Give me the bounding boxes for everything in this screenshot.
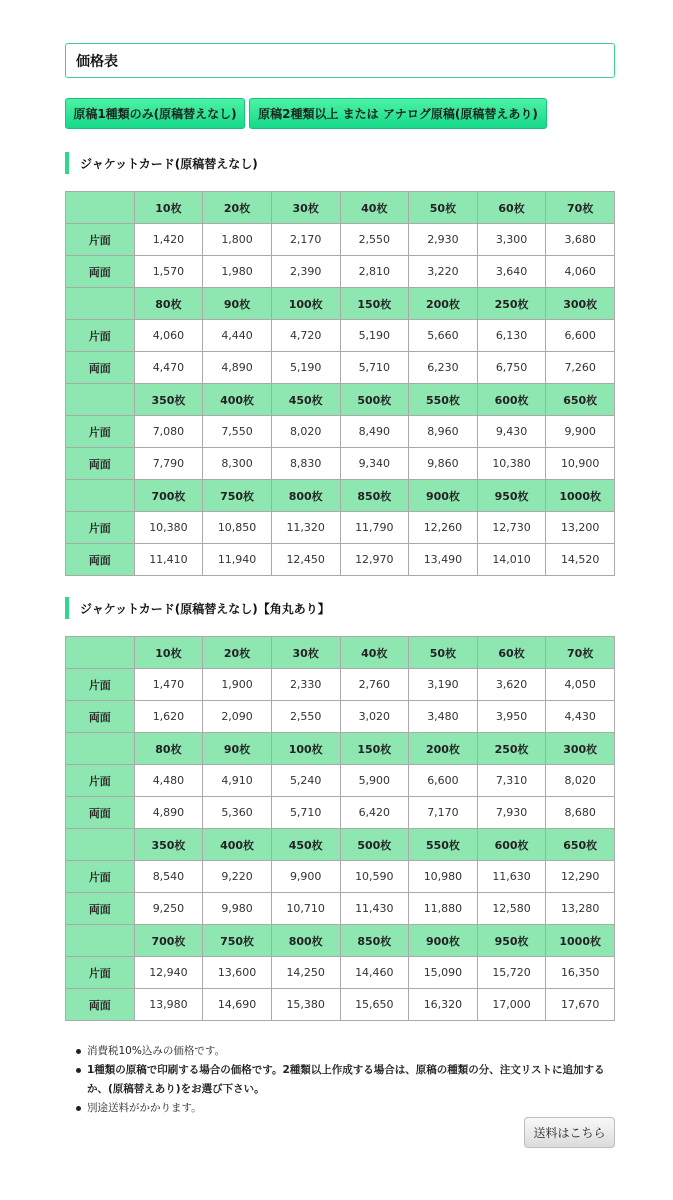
price-cell: 14,010 <box>477 544 546 576</box>
price-cell: 3,620 <box>477 669 546 701</box>
price-cell: 2,760 <box>340 669 409 701</box>
price-cell: 2,090 <box>203 701 272 733</box>
quantity-header: 600枚 <box>477 384 546 416</box>
quantity-header: 30枚 <box>271 192 340 224</box>
price-cell: 2,550 <box>271 701 340 733</box>
price-cell: 13,490 <box>409 544 478 576</box>
quantity-header: 150枚 <box>340 288 409 320</box>
quantity-header: 950枚 <box>477 480 546 512</box>
price-cell: 7,260 <box>546 352 615 384</box>
quantity-header: 100枚 <box>271 733 340 765</box>
quantity-header: 10枚 <box>134 637 203 669</box>
price-cell: 9,860 <box>409 448 478 480</box>
price-cell: 13,200 <box>546 512 615 544</box>
row-label: 両面 <box>66 448 135 480</box>
quantity-header: 550枚 <box>409 384 478 416</box>
table-row <box>66 544 615 576</box>
price-cell: 10,900 <box>546 448 615 480</box>
price-cell: 3,640 <box>477 256 546 288</box>
price-cell: 11,940 <box>203 544 272 576</box>
row-label: 両面 <box>66 544 135 576</box>
price-cell: 5,900 <box>340 765 409 797</box>
price-table-jacket-card <box>65 191 615 576</box>
price-cell: 5,660 <box>409 320 478 352</box>
price-cell: 12,940 <box>134 957 203 989</box>
price-table-jacket-card-rounded <box>65 636 615 1021</box>
price-cell: 14,250 <box>271 957 340 989</box>
price-cell: 3,680 <box>546 224 615 256</box>
price-cell: 9,980 <box>203 893 272 925</box>
price-cell: 11,410 <box>134 544 203 576</box>
price-cell: 9,900 <box>271 861 340 893</box>
price-cell: 16,320 <box>409 989 478 1021</box>
quantity-header: 600枚 <box>477 829 546 861</box>
quantity-header: 90枚 <box>203 288 272 320</box>
price-cell: 7,930 <box>477 797 546 829</box>
price-cell: 3,190 <box>409 669 478 701</box>
price-cell: 2,330 <box>271 669 340 701</box>
shipping-button[interactable]: 送料はこちら <box>524 1117 615 1148</box>
price-cell: 4,890 <box>134 797 203 829</box>
quantity-header: 850枚 <box>340 925 409 957</box>
row-label: 両面 <box>66 701 135 733</box>
price-cell: 6,130 <box>477 320 546 352</box>
quantity-header: 50枚 <box>409 192 478 224</box>
price-cell: 7,080 <box>134 416 203 448</box>
quantity-header: 650枚 <box>546 384 615 416</box>
price-cell: 13,600 <box>203 957 272 989</box>
price-cell: 10,380 <box>477 448 546 480</box>
table-header-row <box>66 384 615 416</box>
price-cell: 9,900 <box>546 416 615 448</box>
row-label: 片面 <box>66 416 135 448</box>
table-row <box>66 416 615 448</box>
quantity-header: 10枚 <box>134 192 203 224</box>
quantity-header: 200枚 <box>409 733 478 765</box>
price-cell: 5,190 <box>340 320 409 352</box>
quantity-header: 40枚 <box>340 637 409 669</box>
price-cell: 2,390 <box>271 256 340 288</box>
price-cell: 8,490 <box>340 416 409 448</box>
quantity-header: 350枚 <box>134 829 203 861</box>
quantity-header: 750枚 <box>203 480 272 512</box>
section-heading-jacket-card: ジャケットカード(原稿替えなし) <box>65 152 258 174</box>
quantity-header: 60枚 <box>477 637 546 669</box>
quantity-header: 40枚 <box>340 192 409 224</box>
price-cell: 4,430 <box>546 701 615 733</box>
row-label: 片面 <box>66 669 135 701</box>
price-cell: 10,710 <box>271 893 340 925</box>
quantity-header: 90枚 <box>203 733 272 765</box>
row-label: 片面 <box>66 224 135 256</box>
quantity-header: 50枚 <box>409 637 478 669</box>
quantity-header: 80枚 <box>134 288 203 320</box>
row-label: 片面 <box>66 320 135 352</box>
quantity-header: 800枚 <box>271 925 340 957</box>
price-cell: 10,980 <box>409 861 478 893</box>
quantity-header: 950枚 <box>477 925 546 957</box>
price-cell: 12,730 <box>477 512 546 544</box>
quantity-header: 1000枚 <box>546 480 615 512</box>
price-cell: 1,900 <box>203 669 272 701</box>
quantity-header: 700枚 <box>134 925 203 957</box>
quantity-header: 60枚 <box>477 192 546 224</box>
table-row <box>66 989 615 1021</box>
price-cell: 3,300 <box>477 224 546 256</box>
table-header-row <box>66 637 615 669</box>
price-cell: 13,980 <box>134 989 203 1021</box>
table-header-row <box>66 480 615 512</box>
price-cell: 2,170 <box>271 224 340 256</box>
price-cell: 3,020 <box>340 701 409 733</box>
row-label: 片面 <box>66 861 135 893</box>
notes-list <box>75 1042 615 1118</box>
quantity-header: 250枚 <box>477 733 546 765</box>
quantity-header: 450枚 <box>271 829 340 861</box>
quantity-header: 250枚 <box>477 288 546 320</box>
table-corner-cell <box>66 288 135 320</box>
quantity-header: 400枚 <box>203 384 272 416</box>
quantity-header: 300枚 <box>546 733 615 765</box>
table-row <box>66 352 615 384</box>
price-cell: 2,810 <box>340 256 409 288</box>
price-cell: 5,240 <box>271 765 340 797</box>
row-label: 片面 <box>66 512 135 544</box>
price-cell: 14,690 <box>203 989 272 1021</box>
quantity-header: 900枚 <box>409 925 478 957</box>
price-cell: 14,520 <box>546 544 615 576</box>
table-row <box>66 861 615 893</box>
price-cell: 10,850 <box>203 512 272 544</box>
table-corner-cell <box>66 925 135 957</box>
quantity-header: 900枚 <box>409 480 478 512</box>
row-label: 両面 <box>66 352 135 384</box>
price-cell: 1,800 <box>203 224 272 256</box>
quantity-header: 20枚 <box>203 637 272 669</box>
price-cell: 8,300 <box>203 448 272 480</box>
table-row <box>66 701 615 733</box>
price-cell: 11,880 <box>409 893 478 925</box>
table-row <box>66 893 615 925</box>
price-cell: 8,680 <box>546 797 615 829</box>
row-label: 片面 <box>66 957 135 989</box>
price-cell: 7,550 <box>203 416 272 448</box>
note-item: 別途送料がかかります。 <box>75 1099 615 1118</box>
quantity-header: 450枚 <box>271 384 340 416</box>
tab-single-original[interactable]: 原稿1種類のみ(原稿替えなし) <box>65 98 245 129</box>
price-cell: 8,020 <box>271 416 340 448</box>
table-row <box>66 512 615 544</box>
quantity-header: 300枚 <box>546 288 615 320</box>
price-cell: 11,790 <box>340 512 409 544</box>
table-corner-cell <box>66 829 135 861</box>
note-item: 消費税10%込みの価格です。 <box>75 1042 615 1061</box>
price-cell: 9,340 <box>340 448 409 480</box>
section-heading-jacket-card-rounded: ジャケットカード(原稿替えなし)【角丸あり】 <box>65 597 330 619</box>
table-header-row <box>66 288 615 320</box>
note-item: 1種類の原稿で印刷する場合の価格です。2種類以上作成する場合は、原稿の種類の分、注文リストに追加するか、(原稿替えあり)をお選び下さい。 <box>75 1061 615 1099</box>
price-cell: 10,380 <box>134 512 203 544</box>
price-cell: 2,550 <box>340 224 409 256</box>
price-cell: 12,450 <box>271 544 340 576</box>
price-cell: 3,220 <box>409 256 478 288</box>
price-cell: 15,090 <box>409 957 478 989</box>
price-cell: 4,060 <box>134 320 203 352</box>
quantity-header: 850枚 <box>340 480 409 512</box>
table-header-row <box>66 192 615 224</box>
table-header-row <box>66 829 615 861</box>
quantity-header: 800枚 <box>271 480 340 512</box>
page-title: 価格表 <box>65 43 615 78</box>
quantity-header: 500枚 <box>340 829 409 861</box>
table-row <box>66 765 615 797</box>
price-cell: 13,280 <box>546 893 615 925</box>
price-cell: 6,600 <box>409 765 478 797</box>
table-header-row <box>66 925 615 957</box>
quantity-header: 100枚 <box>271 288 340 320</box>
price-cell: 4,050 <box>546 669 615 701</box>
row-label: 両面 <box>66 797 135 829</box>
price-cell: 12,580 <box>477 893 546 925</box>
table-row <box>66 669 615 701</box>
quantity-header: 700枚 <box>134 480 203 512</box>
price-cell: 4,890 <box>203 352 272 384</box>
row-label: 片面 <box>66 765 135 797</box>
quantity-header: 70枚 <box>546 637 615 669</box>
price-cell: 1,420 <box>134 224 203 256</box>
quantity-header: 30枚 <box>271 637 340 669</box>
price-cell: 7,790 <box>134 448 203 480</box>
price-cell: 14,460 <box>340 957 409 989</box>
price-cell: 7,310 <box>477 765 546 797</box>
quantity-header: 750枚 <box>203 925 272 957</box>
price-cell: 4,060 <box>546 256 615 288</box>
price-cell: 8,830 <box>271 448 340 480</box>
table-corner-cell <box>66 384 135 416</box>
price-cell: 1,470 <box>134 669 203 701</box>
quantity-header: 80枚 <box>134 733 203 765</box>
table-corner-cell <box>66 480 135 512</box>
row-label: 両面 <box>66 256 135 288</box>
quantity-header: 650枚 <box>546 829 615 861</box>
price-cell: 11,430 <box>340 893 409 925</box>
table-row <box>66 320 615 352</box>
table-row <box>66 224 615 256</box>
quantity-header: 350枚 <box>134 384 203 416</box>
table-row <box>66 448 615 480</box>
quantity-header: 400枚 <box>203 829 272 861</box>
price-cell: 4,440 <box>203 320 272 352</box>
price-cell: 6,230 <box>409 352 478 384</box>
quantity-header: 150枚 <box>340 733 409 765</box>
price-cell: 8,020 <box>546 765 615 797</box>
price-cell: 6,420 <box>340 797 409 829</box>
price-cell: 1,620 <box>134 701 203 733</box>
quantity-header: 20枚 <box>203 192 272 224</box>
table-header-row <box>66 733 615 765</box>
price-cell: 16,350 <box>546 957 615 989</box>
table-corner-cell <box>66 733 135 765</box>
price-cell: 6,600 <box>546 320 615 352</box>
table-corner-cell <box>66 637 135 669</box>
price-cell: 3,480 <box>409 701 478 733</box>
price-cell: 5,190 <box>271 352 340 384</box>
price-cell: 12,970 <box>340 544 409 576</box>
quantity-header: 70枚 <box>546 192 615 224</box>
price-cell: 7,170 <box>409 797 478 829</box>
price-cell: 2,930 <box>409 224 478 256</box>
quantity-header: 1000枚 <box>546 925 615 957</box>
price-cell: 17,000 <box>477 989 546 1021</box>
table-row <box>66 797 615 829</box>
price-cell: 15,650 <box>340 989 409 1021</box>
table-row <box>66 957 615 989</box>
row-label: 両面 <box>66 893 135 925</box>
price-cell: 5,710 <box>340 352 409 384</box>
table-row <box>66 256 615 288</box>
price-cell: 11,320 <box>271 512 340 544</box>
quantity-header: 500枚 <box>340 384 409 416</box>
price-cell: 9,250 <box>134 893 203 925</box>
price-cell: 5,710 <box>271 797 340 829</box>
price-cell: 5,360 <box>203 797 272 829</box>
price-cell: 11,630 <box>477 861 546 893</box>
price-cell: 15,720 <box>477 957 546 989</box>
price-cell: 6,750 <box>477 352 546 384</box>
price-cell: 1,980 <box>203 256 272 288</box>
price-cell: 1,570 <box>134 256 203 288</box>
price-cell: 12,290 <box>546 861 615 893</box>
price-cell: 8,960 <box>409 416 478 448</box>
price-cell: 10,590 <box>340 861 409 893</box>
quantity-header: 550枚 <box>409 829 478 861</box>
row-label: 両面 <box>66 989 135 1021</box>
table-corner-cell <box>66 192 135 224</box>
tab-multiple-originals[interactable]: 原稿2種類以上 または アナログ原稿(原稿替えあり) <box>249 98 547 129</box>
quantity-header: 200枚 <box>409 288 478 320</box>
price-cell: 9,430 <box>477 416 546 448</box>
price-cell: 9,220 <box>203 861 272 893</box>
price-cell: 12,260 <box>409 512 478 544</box>
price-cell: 4,910 <box>203 765 272 797</box>
price-cell: 15,380 <box>271 989 340 1021</box>
price-cell: 8,540 <box>134 861 203 893</box>
price-cell: 4,470 <box>134 352 203 384</box>
price-cell: 3,950 <box>477 701 546 733</box>
price-cell: 4,480 <box>134 765 203 797</box>
price-cell: 17,670 <box>546 989 615 1021</box>
price-cell: 4,720 <box>271 320 340 352</box>
